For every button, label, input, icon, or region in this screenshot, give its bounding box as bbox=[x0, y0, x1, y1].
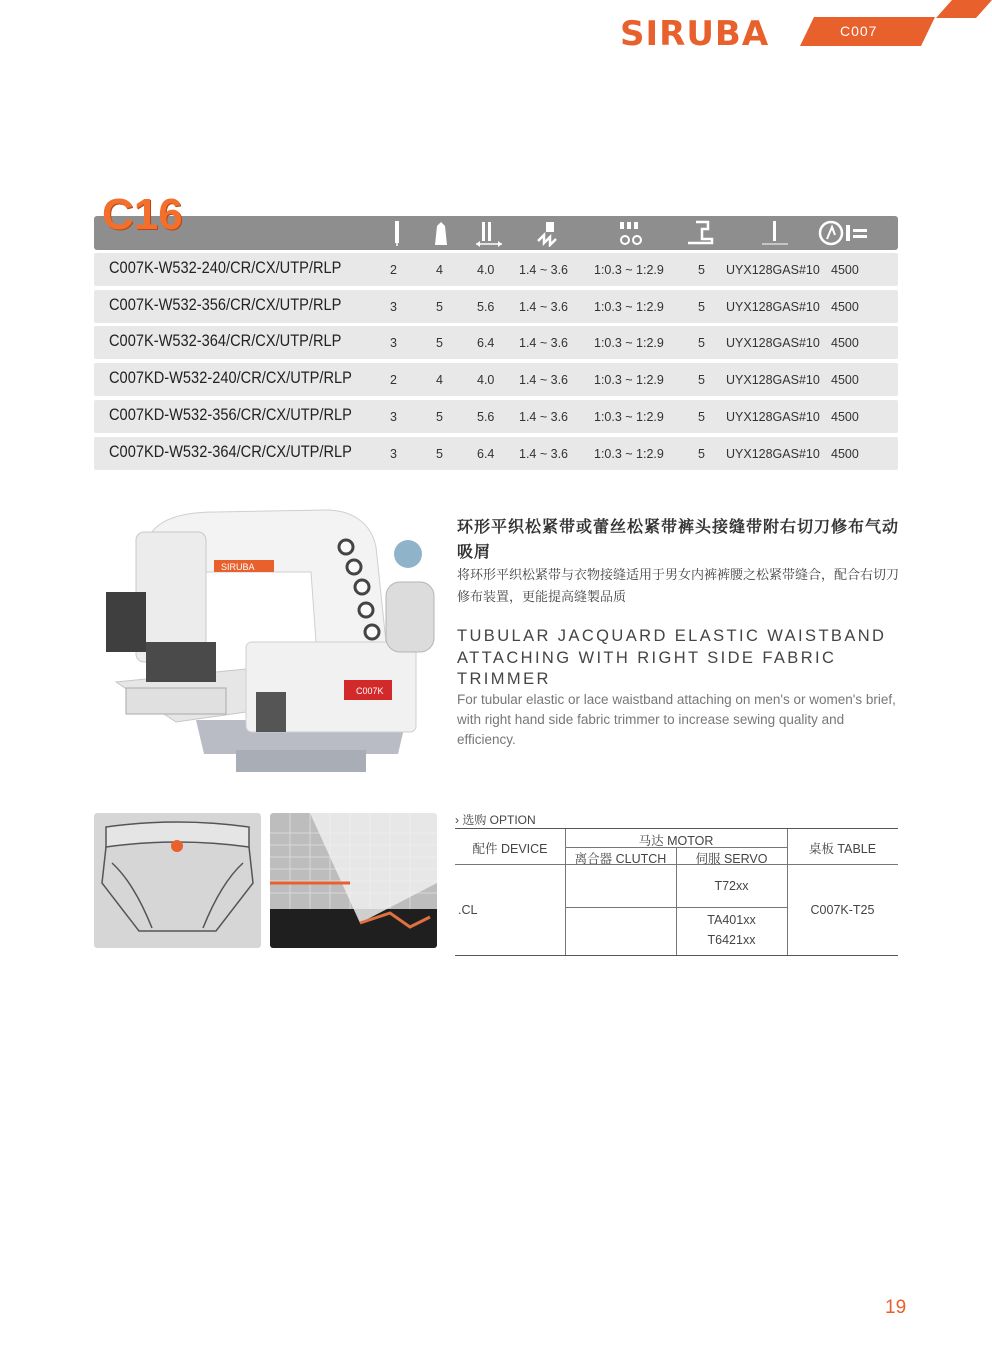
machine-model-label: C007K bbox=[356, 686, 384, 696]
needle-system-value: UYX128GAS#10 bbox=[726, 336, 820, 350]
option-table bbox=[455, 828, 898, 956]
needles-value: 3 bbox=[390, 410, 397, 424]
divider bbox=[565, 907, 787, 908]
needles-value: 2 bbox=[390, 373, 397, 387]
description-en-body: For tubular elastic or lace waistband attaching on men's or women's brief, with right hand side fabric trimmer to increase sewing quality and efficiency. bbox=[457, 692, 896, 747]
threads-value: 5 bbox=[436, 300, 443, 314]
machine-brand-label: SIRUBA bbox=[221, 562, 255, 572]
max-speed-icon bbox=[818, 219, 874, 247]
stitch-value: 1.4 ~ 3.6 bbox=[519, 373, 568, 387]
threads-value: 5 bbox=[436, 447, 443, 461]
spec-row bbox=[94, 253, 898, 286]
needle-gauge-icon bbox=[474, 219, 504, 247]
spec-row bbox=[94, 400, 898, 433]
model-name: C007KD-W532-240/CR/CX/UTP/RLP bbox=[109, 368, 352, 387]
description-cn-body: 将环形平织松紧带与衣物接缝适用于男女内裤裤腰之松紧带缝合，配合右切刀修布装置，更能提高缝製品质 bbox=[457, 568, 900, 605]
gauge-value: 5.6 bbox=[477, 300, 495, 314]
diff-value: 1:0.3 ~ 1:2.9 bbox=[594, 447, 664, 461]
fabric-sample-image bbox=[270, 813, 437, 948]
stitch-value: 1.4 ~ 3.6 bbox=[519, 336, 568, 350]
model-name: C007K-W532-240/CR/CX/UTP/RLP bbox=[109, 258, 342, 277]
option-label-text: 选购 OPTION bbox=[462, 813, 536, 827]
model-name: C007K-W532-356/CR/CX/UTP/RLP bbox=[109, 295, 342, 314]
lift-value: 5 bbox=[698, 336, 705, 350]
option-label bbox=[455, 811, 536, 828]
needle-count-icon bbox=[386, 219, 408, 247]
servo-value: TA401xx bbox=[707, 913, 756, 927]
gauge-value: 6.4 bbox=[477, 447, 495, 461]
model-tag-label: C007 bbox=[840, 23, 878, 39]
lift-value: 5 bbox=[698, 263, 705, 277]
stitch-value: 1.4 ~ 3.6 bbox=[519, 263, 568, 277]
speed-value: 4500 bbox=[831, 300, 859, 314]
lift-value: 5 bbox=[698, 300, 705, 314]
description-en-title: TUBULAR JACQUARD ELASTIC WAISTBAND ATTACHING WITH RIGHT SIDE FABRIC TRIMMER bbox=[457, 627, 887, 688]
servo-value: T6421xx bbox=[707, 933, 756, 947]
table-value: C007K-T25 bbox=[810, 903, 875, 917]
spec-row bbox=[94, 326, 898, 359]
needle-system-value: UYX128GAS#10 bbox=[726, 300, 820, 314]
gauge-value: 4.0 bbox=[477, 263, 495, 277]
needles-value: 2 bbox=[390, 263, 397, 277]
corner-stripe bbox=[932, 0, 992, 20]
needle-system-value: UYX128GAS#10 bbox=[726, 373, 820, 387]
needle-system-value: UYX128GAS#10 bbox=[726, 263, 820, 277]
speed-value: 4500 bbox=[831, 410, 859, 424]
motor-header: 马达 MOTOR bbox=[638, 834, 714, 848]
needles-value: 3 bbox=[390, 447, 397, 461]
page-number: 19 bbox=[885, 1297, 907, 1318]
clutch-header: 离合器 CLUTCH bbox=[574, 852, 667, 866]
spec-row bbox=[94, 363, 898, 396]
stitch-length-icon bbox=[534, 219, 560, 247]
gauge-value: 6.4 bbox=[477, 336, 495, 350]
needles-value: 3 bbox=[390, 300, 397, 314]
gauge-value: 5.6 bbox=[477, 410, 495, 424]
lift-value: 5 bbox=[698, 373, 705, 387]
needles-value: 3 bbox=[390, 336, 397, 350]
servo-header: 伺服 SERVO bbox=[695, 852, 768, 866]
diff-value: 1:0.3 ~ 1:2.9 bbox=[594, 263, 664, 277]
model-name: C007K-W532-364/CR/CX/UTP/RLP bbox=[109, 331, 342, 350]
speed-value: 4500 bbox=[831, 373, 859, 387]
device-value: .CL bbox=[458, 903, 478, 917]
table-header: 桌板 TABLE bbox=[808, 842, 877, 856]
lift-value: 5 bbox=[698, 447, 705, 461]
gauge-value: 4.0 bbox=[477, 373, 495, 387]
needle-system-value: UYX128GAS#10 bbox=[726, 447, 820, 461]
brief-diagram-image bbox=[94, 813, 261, 948]
presser-lift-icon bbox=[684, 219, 716, 247]
lift-value: 5 bbox=[698, 410, 705, 424]
spec-row bbox=[94, 290, 898, 323]
threads-value: 4 bbox=[436, 373, 443, 387]
diff-value: 1:0.3 ~ 1:2.9 bbox=[594, 336, 664, 350]
model-tag bbox=[800, 17, 935, 46]
servo-value: T72xx bbox=[714, 879, 749, 893]
diff-value: 1:0.3 ~ 1:2.9 bbox=[594, 410, 664, 424]
speed-value: 4500 bbox=[831, 336, 859, 350]
section-code: C16 bbox=[102, 190, 183, 239]
speed-value: 4500 bbox=[831, 447, 859, 461]
spec-table-header bbox=[94, 216, 898, 250]
brand-logo: SIRUBA bbox=[620, 14, 770, 54]
spec-row bbox=[94, 437, 898, 470]
stitch-value: 1.4 ~ 3.6 bbox=[519, 300, 568, 314]
needle-system-value: UYX128GAS#10 bbox=[726, 410, 820, 424]
stitch-value: 1.4 ~ 3.6 bbox=[519, 410, 568, 424]
speed-value: 4500 bbox=[831, 263, 859, 277]
threads-value: 5 bbox=[436, 336, 443, 350]
diff-value: 1:0.3 ~ 1:2.9 bbox=[594, 373, 664, 387]
needle-system-icon bbox=[758, 219, 792, 247]
model-name: C007KD-W532-356/CR/CX/UTP/RLP bbox=[109, 405, 352, 424]
device-header: 配件 DEVICE bbox=[472, 842, 548, 856]
differential-ratio-icon bbox=[616, 219, 648, 247]
stitch-value: 1.4 ~ 3.6 bbox=[519, 447, 568, 461]
thread-count-icon bbox=[430, 219, 452, 247]
description-cn-title: 环形平织松紧带或蕾丝松紧带裤头接缝带附右切刀修布气动吸屑 bbox=[457, 517, 900, 561]
threads-value: 4 bbox=[436, 263, 443, 277]
threads-value: 5 bbox=[436, 410, 443, 424]
chevron-right-icon: › bbox=[455, 813, 459, 827]
diff-value: 1:0.3 ~ 1:2.9 bbox=[594, 300, 664, 314]
model-name: C007KD-W532-364/CR/CX/UTP/RLP bbox=[109, 442, 352, 461]
sewing-machine-photo bbox=[86, 492, 446, 792]
